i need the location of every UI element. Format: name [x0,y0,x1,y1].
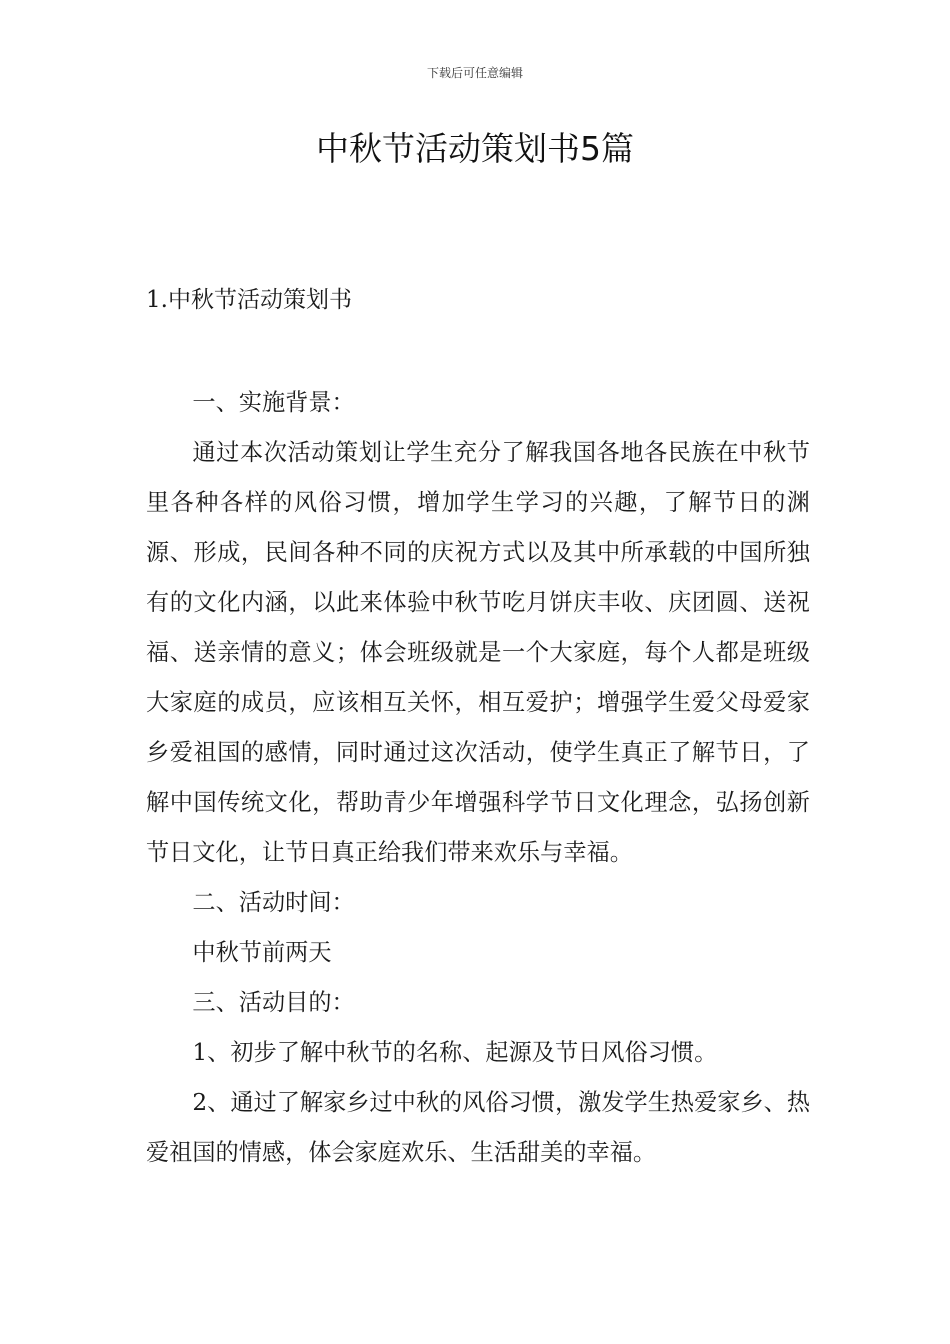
paragraph-purpose-item-2: 2、通过了解家乡过中秋的风俗习惯，激发学生热爱家乡、热爱祖国的情感，体会家庭欢乐、生活甜美的幸福。 [146,1089,811,1166]
paragraph-background-text: 通过本次活动策划让学生充分了解我国各地各民族在中秋节里各种各样的风俗习惯，增加学生学习的兴趣，了解节日的渊源、形成，民间各种不同的庆祝方式以及其中所承载的中国所独有的文化内涵，以此来体验中秋节吃月饼庆丰收、庆团圆、送祝福、送亲情的意义；体会班级就是一个大家庭，每个人都是班级大家庭的成员，应该相互关怀，相互爱护；增强学生爱父母爱家乡爱祖国的感情，同时通过这次活动，使学生真正了解节日，了解中国传统文化，帮助青少年增强科学节日文化理念，弘扬创新节日文化，让节日真正给我们带来欢乐与幸福。 [146,439,810,866]
paragraph-purpose-heading: 三、活动目的： [192,989,355,1016]
paragraph-purpose-item-1: 1、初步了解中秋节的名称、起源及节日风俗习惯。 [192,1039,718,1066]
header-note: 下载后可任意编辑 [426,66,523,80]
paragraph-time-heading: 二、活动时间： [192,889,355,916]
paragraph-time-text: 中秋节前两天 [192,939,332,966]
section-heading: 1.中秋节活动策划书 [146,287,352,313]
paragraph-background-heading: 一、实施背景： [192,389,355,416]
document-body [146,378,810,1178]
document-title: 中秋节活动策划书5篇 [316,129,634,168]
